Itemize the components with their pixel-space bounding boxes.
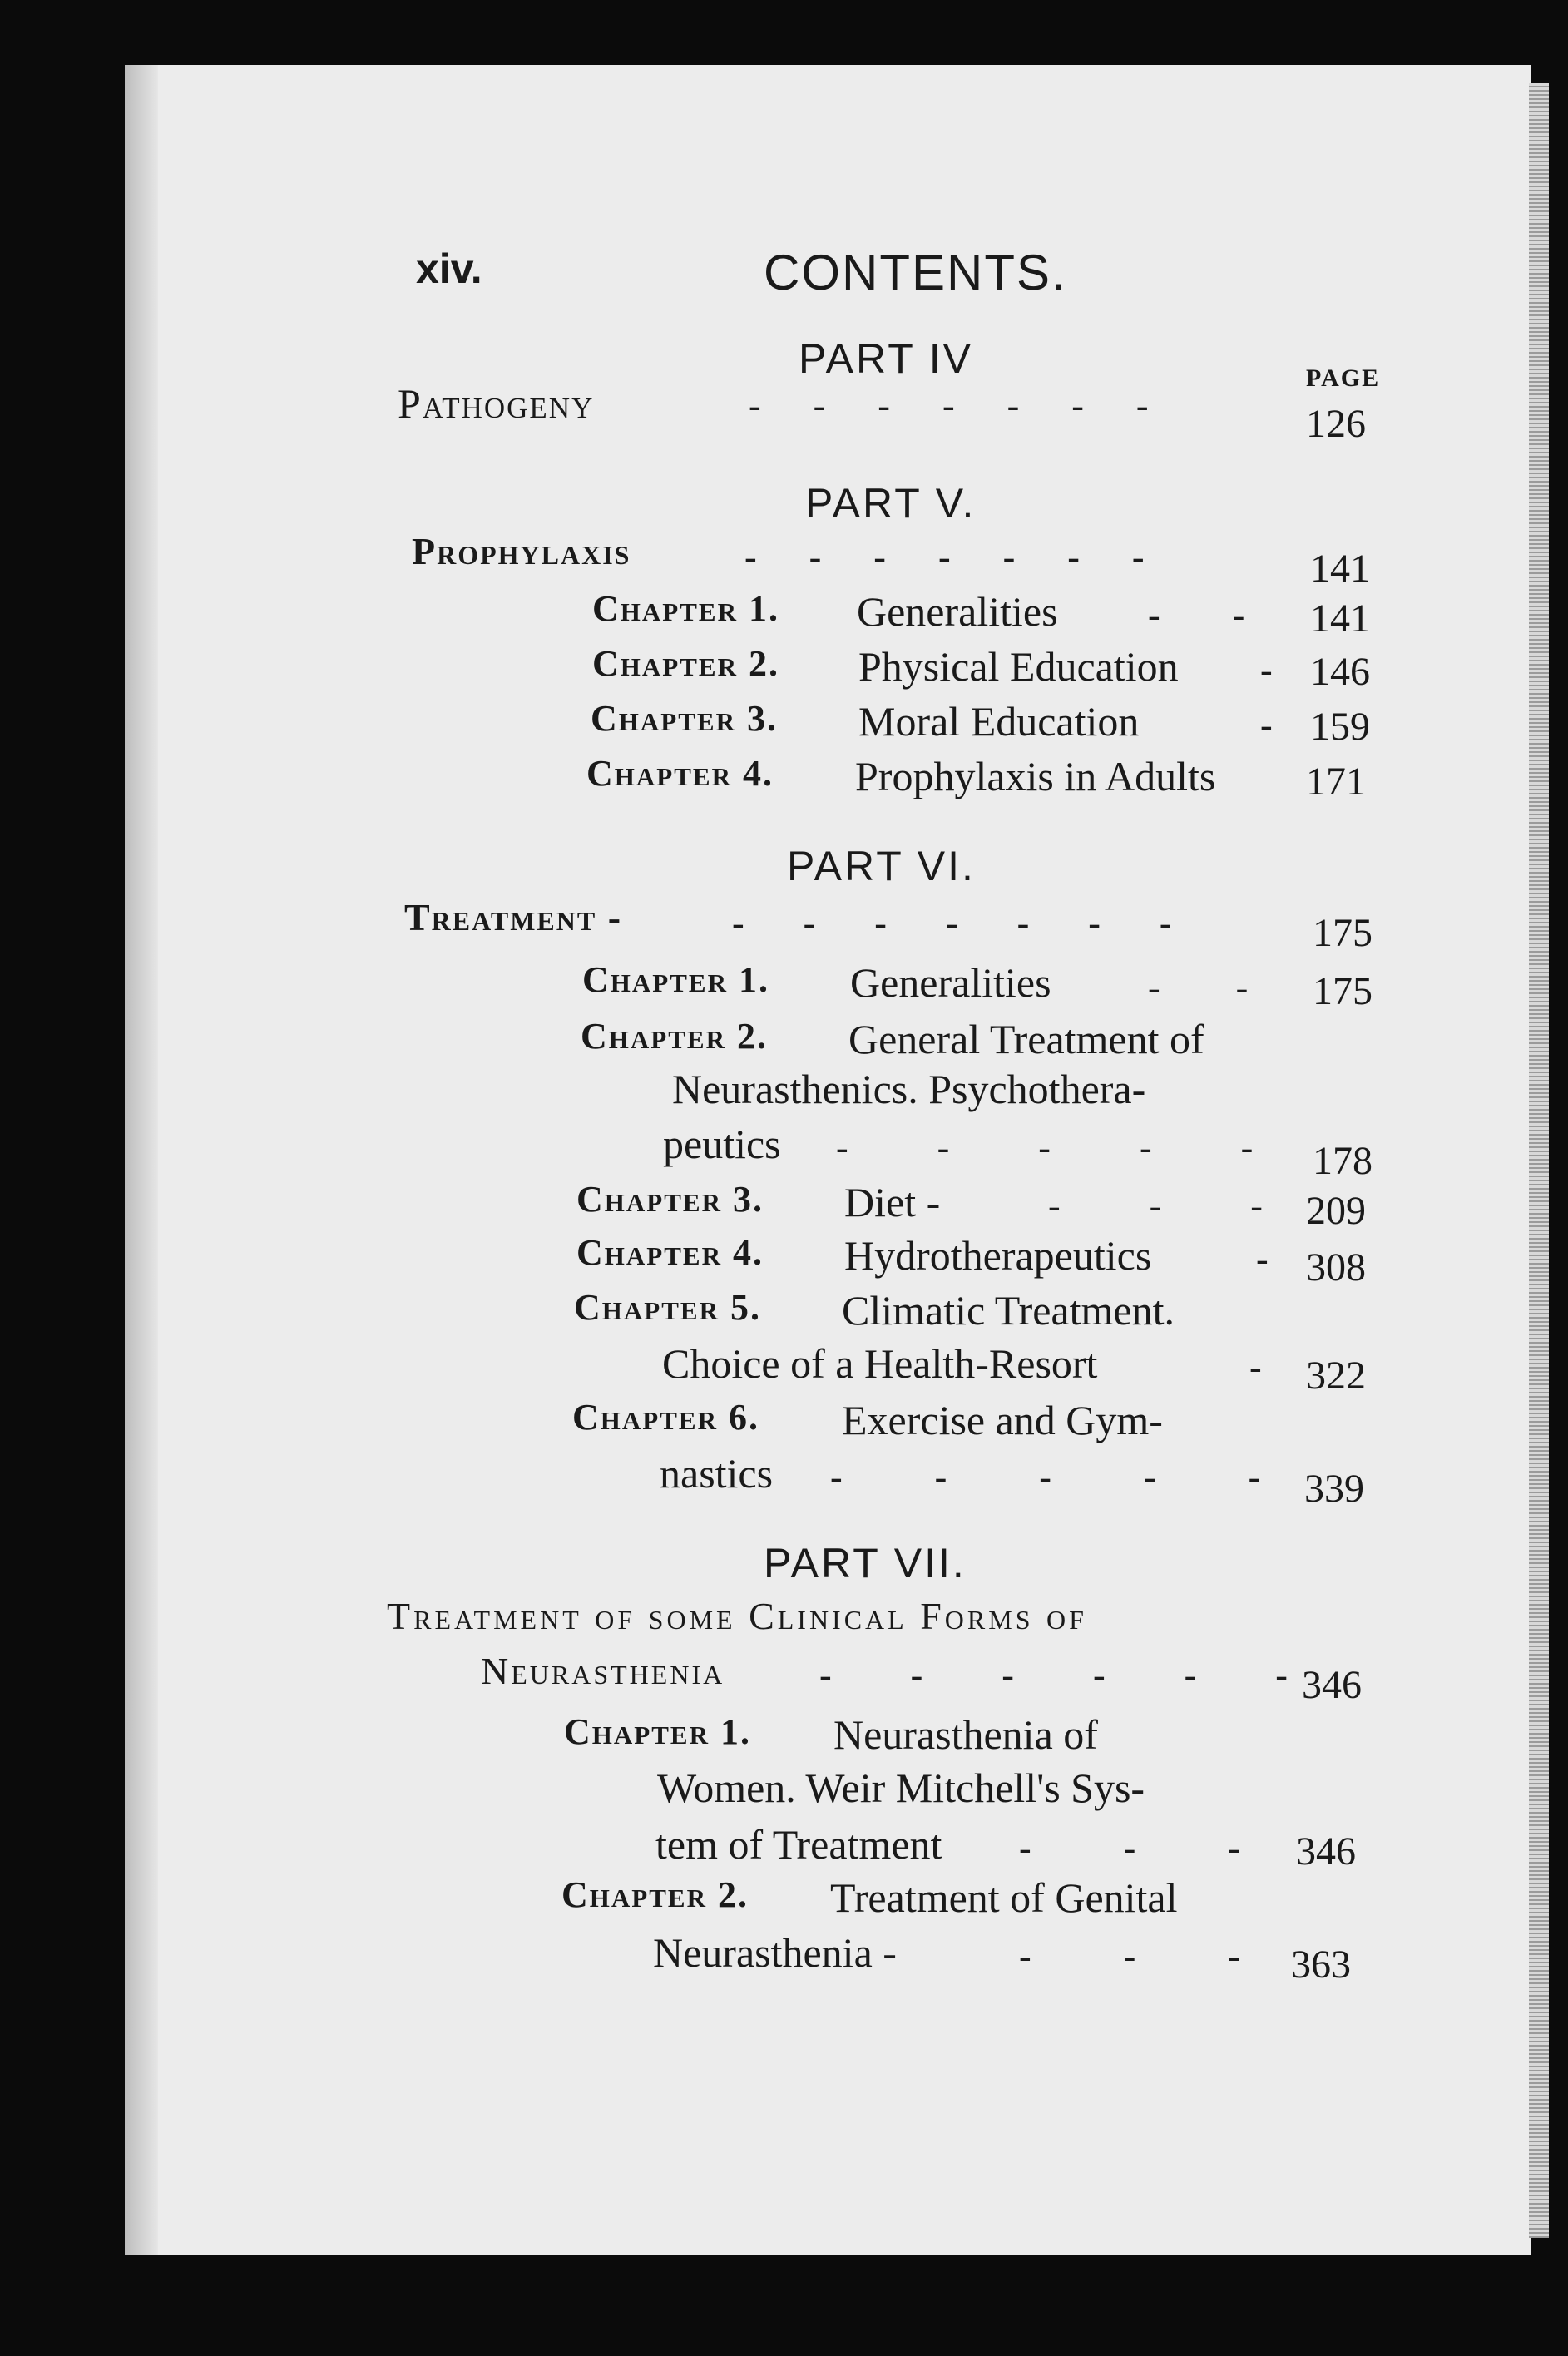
part-heading: PART VII. bbox=[764, 1540, 967, 1586]
leader-dots: - bbox=[1260, 705, 1273, 745]
chapter-title-line: Choice of a Health-Resort bbox=[662, 1340, 1098, 1387]
leader-dots: - - - - - - - bbox=[732, 903, 1197, 943]
page-fore-edge bbox=[1529, 83, 1549, 2238]
page-ref: 346 bbox=[1296, 1829, 1356, 1873]
page-ref: 178 bbox=[1313, 1139, 1373, 1183]
section-title: Treatment - bbox=[404, 896, 623, 938]
leader-dots: - - - bbox=[1019, 1828, 1282, 1868]
chapter-title: Prophylaxis in Adults bbox=[855, 753, 1216, 799]
part-heading: PART VI. bbox=[787, 843, 976, 889]
page-ref: 363 bbox=[1291, 1943, 1351, 1987]
chapter-number: Chapter 2. bbox=[561, 1874, 749, 1915]
section-title-line: Neurasthenia bbox=[481, 1650, 725, 1692]
chapter-number: Chapter 3. bbox=[591, 698, 778, 739]
chapter-number: Chapter 1. bbox=[582, 959, 769, 1000]
part-heading: PART IV bbox=[799, 335, 973, 382]
chapter-title: Neurasthenia of bbox=[833, 1711, 1098, 1758]
chapter-number: Chapter 4. bbox=[576, 1232, 764, 1273]
leader-dots: - bbox=[1249, 1347, 1262, 1388]
chapter-title: Diet - bbox=[844, 1179, 941, 1225]
leader-dots: - - - - - - bbox=[819, 1655, 1323, 1695]
leader-dots: - - - - - bbox=[830, 1457, 1303, 1497]
chapter-title: Physical Education bbox=[858, 643, 1179, 690]
chapter-title: Moral Education bbox=[858, 698, 1140, 745]
chapter-title-line: Neurasthenics. Psychothera- bbox=[672, 1066, 1146, 1112]
page-ref: 141 bbox=[1310, 547, 1370, 591]
leader-dots: - - bbox=[1148, 595, 1277, 636]
leader-dots: - - - - - bbox=[836, 1127, 1293, 1168]
leader-dots: - bbox=[1256, 1239, 1269, 1279]
leader-dots: - - - - - - - bbox=[744, 537, 1166, 577]
leader-dots: - - - bbox=[1019, 1936, 1282, 1977]
chapter-title-line: Neurasthenia - bbox=[653, 1929, 897, 1976]
page-ref: 175 bbox=[1313, 911, 1373, 955]
leader-dots: - - - - - - - bbox=[749, 385, 1170, 426]
leader-dots: - - bbox=[1148, 968, 1282, 1008]
page-ref: 126 bbox=[1306, 402, 1366, 446]
page-ref: 146 bbox=[1310, 650, 1370, 694]
chapter-number: Chapter 2. bbox=[581, 1016, 768, 1057]
chapter-title: Hydrotherapeutics bbox=[844, 1232, 1152, 1279]
page-ref: 159 bbox=[1310, 705, 1370, 749]
section-title: Pathogeny bbox=[398, 380, 595, 427]
page-stack-edge bbox=[125, 65, 158, 2255]
page-ref: 346 bbox=[1302, 1663, 1362, 1707]
chapter-title-line: peutics bbox=[663, 1121, 781, 1167]
chapter-title: Climatic Treatment. bbox=[842, 1287, 1175, 1334]
page-ref: 308 bbox=[1306, 1245, 1366, 1289]
page-ref: 171 bbox=[1306, 760, 1366, 804]
chapter-number: Chapter 6. bbox=[572, 1397, 759, 1438]
chapter-number: Chapter 2. bbox=[592, 643, 779, 684]
chapter-title: Generalities bbox=[850, 959, 1051, 1006]
leader-dots: - - - bbox=[1048, 1185, 1303, 1226]
page-ref: 209 bbox=[1306, 1189, 1366, 1233]
page-ref: 322 bbox=[1306, 1354, 1366, 1398]
section-title: Treatment of some Clinical Forms of bbox=[387, 1595, 1087, 1637]
chapter-number: Chapter 1. bbox=[592, 588, 779, 629]
chapter-title-line: tem of Treatment bbox=[655, 1821, 942, 1868]
chapter-number: Chapter 5. bbox=[574, 1287, 761, 1328]
page-title: CONTENTS. bbox=[764, 245, 1067, 300]
chapter-title-line: Women. Weir Mitchell's Sys- bbox=[657, 1765, 1145, 1811]
chapter-title: General Treatment of bbox=[848, 1016, 1204, 1062]
page-column-label: PAGE bbox=[1306, 364, 1381, 392]
chapter-number: Chapter 1. bbox=[564, 1711, 751, 1752]
chapter-title: Treatment of Genital bbox=[830, 1874, 1178, 1921]
chapter-title-line: nastics bbox=[660, 1450, 774, 1497]
chapter-title: Exercise and Gym- bbox=[842, 1397, 1163, 1443]
chapter-number: Chapter 3. bbox=[576, 1179, 764, 1220]
part-heading: PART V. bbox=[805, 480, 977, 527]
page-number: xiv. bbox=[416, 245, 482, 292]
page-ref: 141 bbox=[1310, 596, 1370, 641]
chapter-title: Generalities bbox=[857, 588, 1058, 635]
chapter-number: Chapter 4. bbox=[586, 753, 774, 794]
page-ref: 175 bbox=[1313, 969, 1373, 1013]
section-title: Prophylaxis bbox=[412, 530, 631, 572]
page-ref: 339 bbox=[1304, 1467, 1364, 1511]
leader-dots: - bbox=[1260, 650, 1273, 690]
